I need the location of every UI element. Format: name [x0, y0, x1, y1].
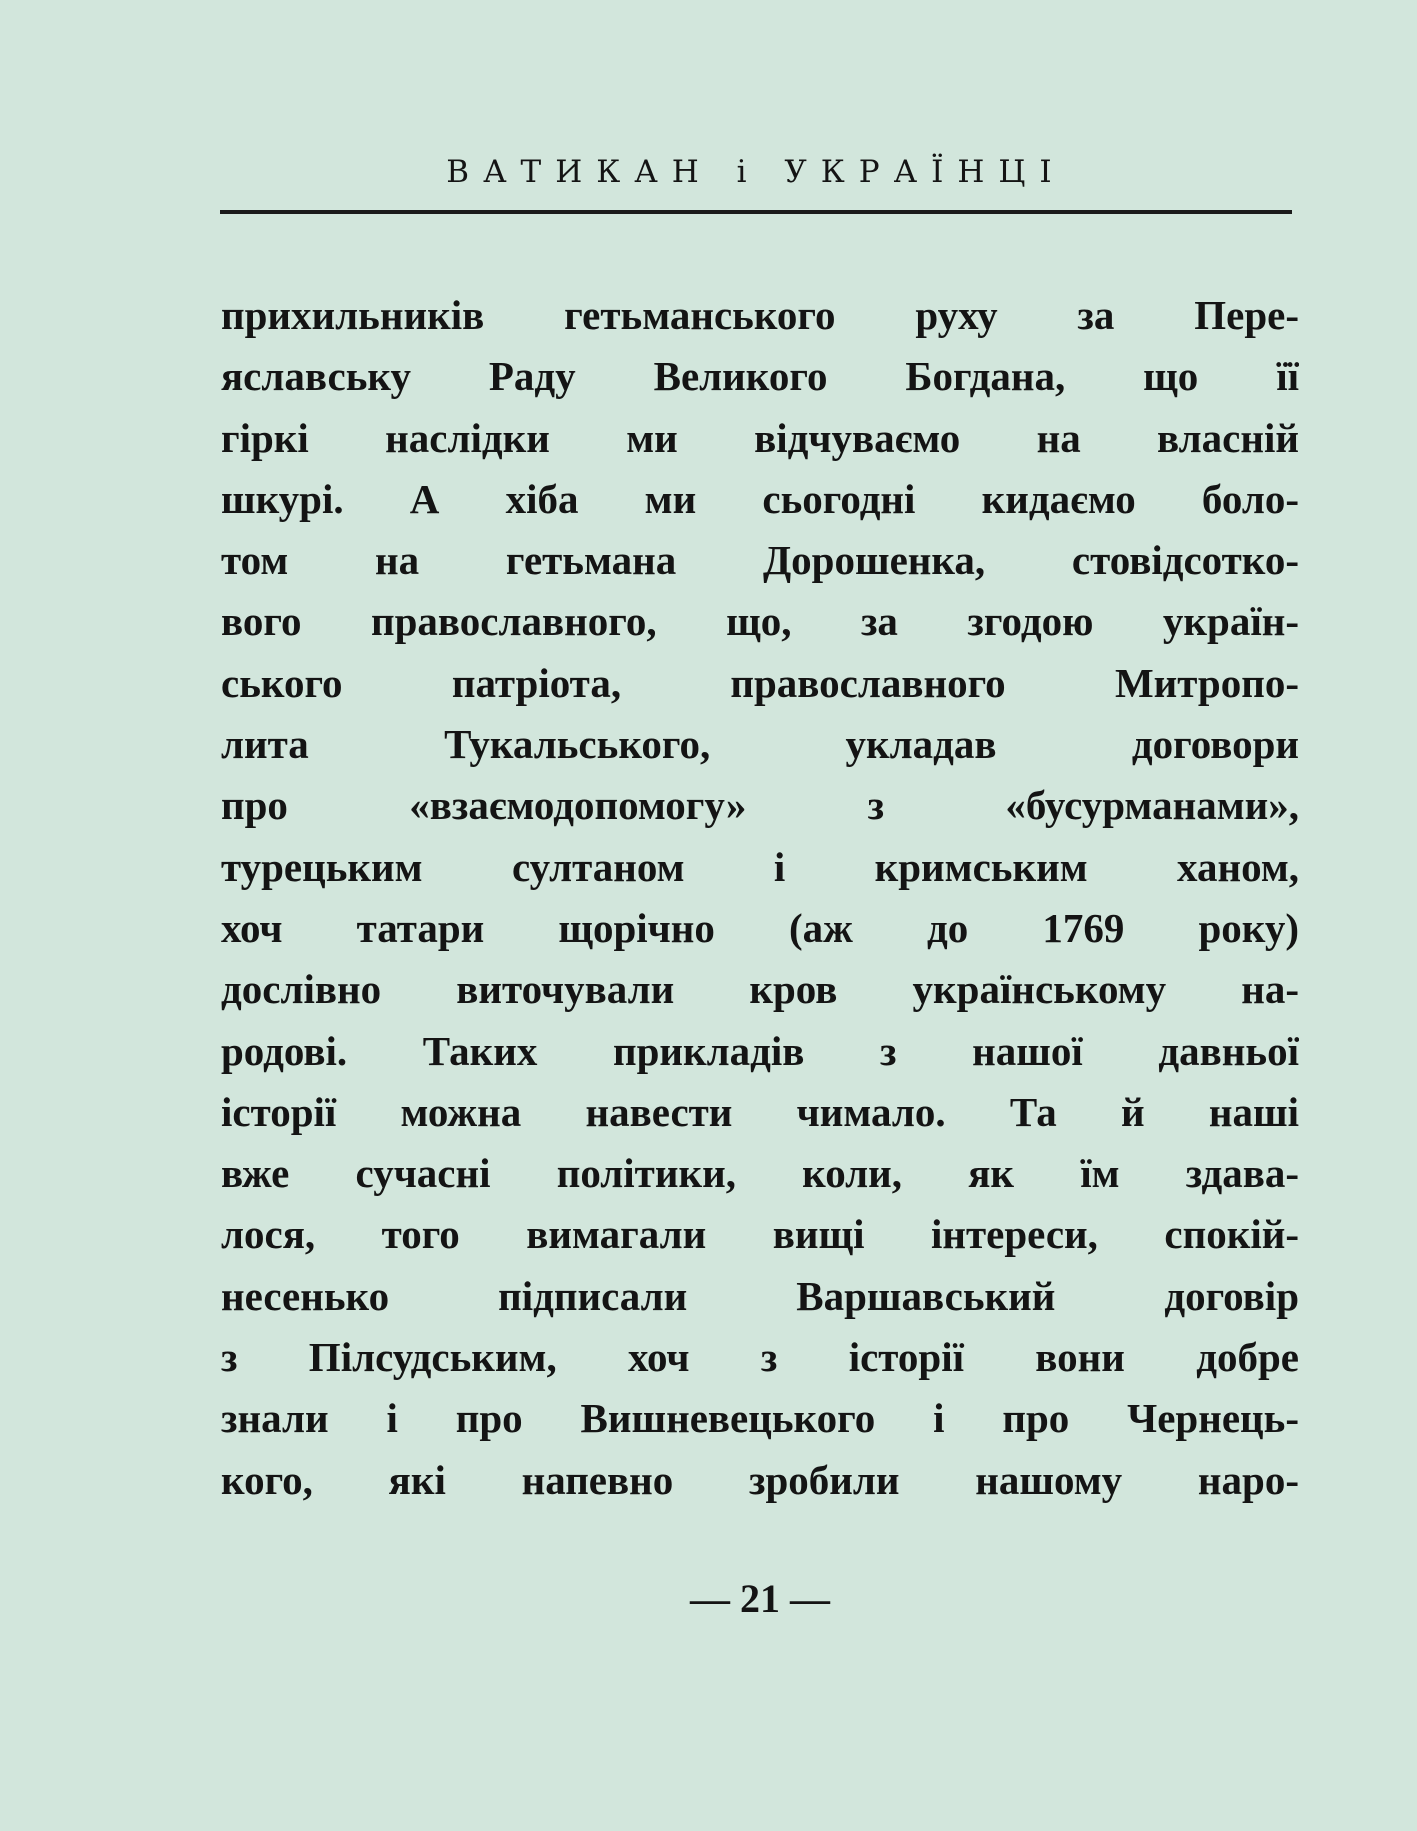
text-line: турецьким султаном і кримським ханом,: [221, 843, 1299, 890]
text-line: лося, того вимагали вищі інтереси, спокій-: [221, 1211, 1299, 1258]
body-text: [221, 285, 1299, 1511]
text-line: ського патріота, православного Митропо-: [221, 659, 1299, 706]
text-line: хоч татари щорічно (аж до 1769 року): [221, 904, 1299, 951]
text-line: прихильників гетьманського руху за Пере-: [221, 292, 1299, 338]
text-line: шкурі. А хіба ми сьогодні кидаємо боло-: [221, 475, 1299, 522]
text-line: несенько підписали Варшавський договір: [221, 1272, 1299, 1319]
text-line: вого православного, що, за згодою україн-: [221, 598, 1299, 645]
text-line: том на гетьмана Дорошенка, стовідсотко-: [221, 537, 1299, 584]
text-line: про «взаємодопомогу» з «бусурманами»,: [221, 782, 1299, 829]
text-line: кого, які напевно зробили нашому наро-: [221, 1456, 1299, 1503]
text-line: з Пілсудським, хоч з історії вони добре: [221, 1334, 1299, 1381]
running-head: ВАТИКАН і УКРАЇНЦІ: [446, 154, 1066, 190]
text-line: лита Тукальського, укладав договори: [221, 721, 1299, 768]
text-line: вже сучасні політики, коли, як їм здава-: [221, 1150, 1299, 1197]
header-rule: [220, 210, 1292, 214]
text-line: знали і про Вишневецького і про Чернець-: [221, 1395, 1299, 1442]
text-line: гіркі наслідки ми відчуваємо на власній: [221, 414, 1299, 461]
text-line: історії можна навести чимало. Та й наші: [221, 1088, 1299, 1135]
page-number: — 21 —: [690, 1576, 830, 1621]
text-line: дослівно виточували кров українському на-: [221, 966, 1299, 1013]
text-line: родові. Таких прикладів з нашої давньої: [221, 1027, 1299, 1074]
text-line: яславську Раду Великого Богдана, що її: [221, 353, 1299, 400]
